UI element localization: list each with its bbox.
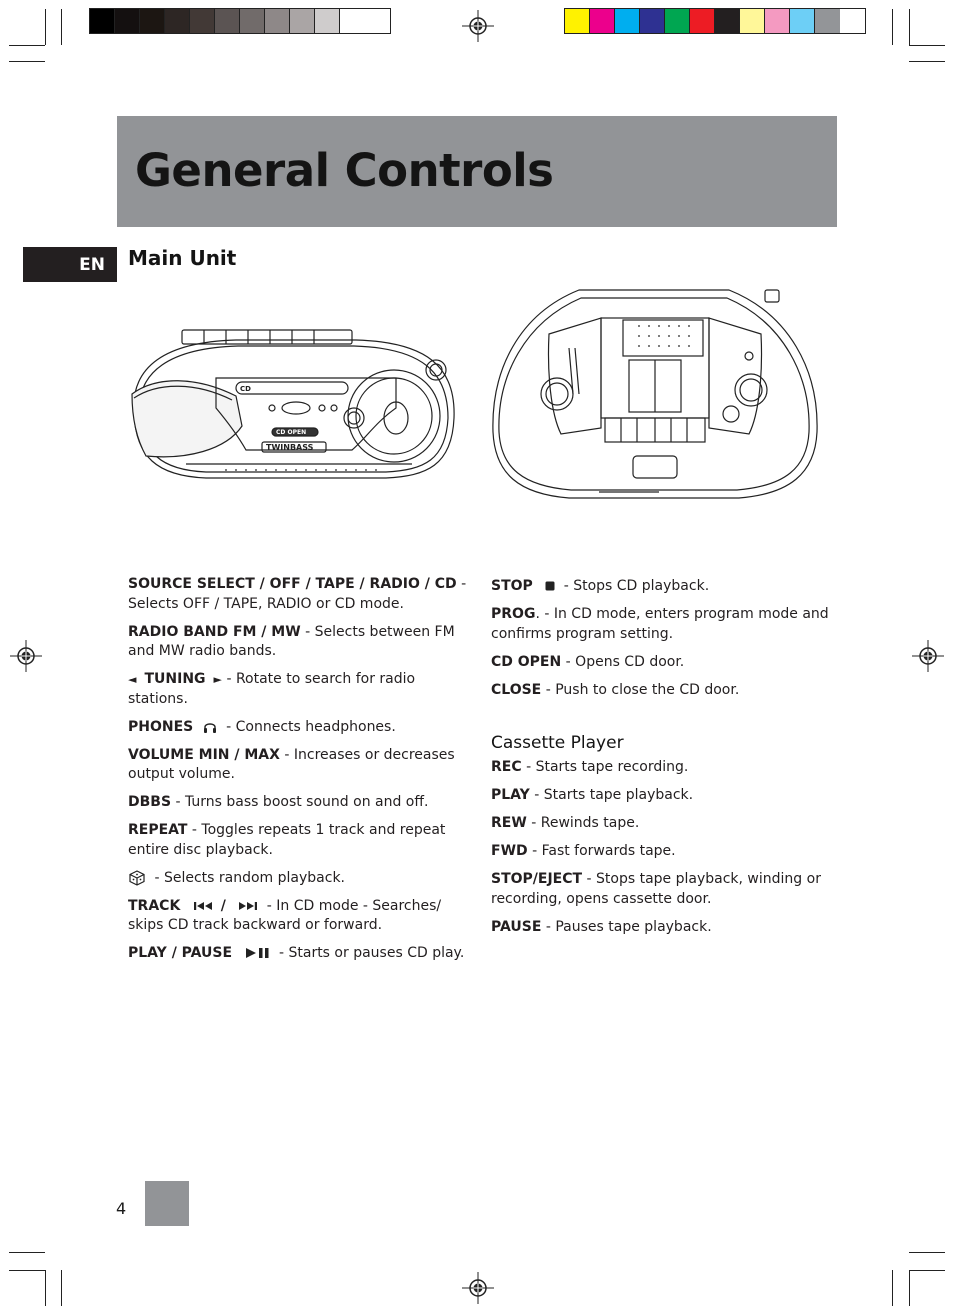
list-item: PROG. - In CD mode, enters program mode and confirms program setting. <box>491 606 829 642</box>
registration-mark-icon <box>462 10 494 42</box>
list-item: - Selects random playback. <box>128 869 468 889</box>
list-item: REW - Rewinds tape. <box>491 815 640 831</box>
registration-mark-icon <box>10 640 42 672</box>
color-swatch <box>615 9 640 33</box>
cd-label: CD <box>240 385 251 393</box>
main-unit-heading: Main Unit <box>128 246 237 270</box>
color-swatch <box>90 9 115 33</box>
list-item: PAUSE - Pauses tape playback. <box>491 918 712 935</box>
list-item: REC - Starts tape recording. <box>491 759 689 775</box>
cd-open-label: CD OPEN <box>276 429 307 436</box>
color-swatch <box>115 9 140 33</box>
title-bar <box>117 116 837 227</box>
boombox-top-illustration <box>489 284 821 506</box>
registration-mark-icon <box>912 640 944 672</box>
list-item: STOP/EJECT - Stops tape playback, winding or recording, opens cassette door. <box>491 871 821 907</box>
registration-mark-icon <box>462 1272 494 1304</box>
main-unit-controls-right <box>491 577 831 709</box>
twinbass-label: TWINBASS <box>266 443 314 452</box>
list-item: REPEAT - Toggles repeats 1 track and repeat entire disc playback. <box>128 822 446 858</box>
list-item: VOLUME MIN / MAX - Increases or decreases output volume. <box>128 746 455 782</box>
color-swatch <box>340 9 365 33</box>
color-swatch <box>240 9 265 33</box>
color-swatch <box>265 9 290 33</box>
list-item: PLAY - Starts tape playback. <box>491 787 694 803</box>
list-item: CLOSE - Push to close the CD door. <box>491 681 740 698</box>
list-item: CD OPEN - Opens CD door. <box>491 653 685 670</box>
boombox-front-illustration <box>126 326 460 484</box>
list-item: DBBS - Turns bass boost sound on and off. <box>128 794 429 810</box>
color-swatch <box>665 9 690 33</box>
list-item: STOP - Stops CD playback. <box>491 578 710 594</box>
color-swatch <box>290 9 315 33</box>
cassette-controls <box>491 758 831 946</box>
color-swatch <box>740 9 765 33</box>
color-swatch <box>790 9 815 33</box>
list-item: RADIO BAND FM / MW - Selects between FM and MW radio bands. <box>128 623 455 659</box>
cmyk-color-bar <box>564 8 866 34</box>
list-item: TRACK / - In CD mode - Searches/ skips CD track backward or forward. <box>128 897 442 933</box>
list-item: ◄ TUNING ► - Rotate to search for radio stations. <box>128 671 416 707</box>
list-item: PLAY / PAUSE - Starts or pauses CD play. <box>128 945 465 961</box>
color-swatch <box>165 9 190 33</box>
color-swatch <box>215 9 240 33</box>
skip-back-icon <box>193 901 213 911</box>
page-title: General Controls <box>135 144 554 197</box>
play-pause-icon <box>245 947 271 959</box>
list-item: PHONES - Connects headphones. <box>128 718 396 735</box>
color-swatch <box>565 9 590 33</box>
color-swatch <box>640 9 665 33</box>
color-swatch <box>715 9 740 33</box>
grayscale-color-bar <box>89 8 391 34</box>
color-swatch <box>690 9 715 33</box>
random-cube-icon <box>128 869 146 887</box>
main-unit-controls-left <box>128 575 468 972</box>
color-swatch <box>315 9 340 33</box>
page-number: 4 <box>116 1199 127 1218</box>
skip-forward-icon <box>238 901 258 911</box>
stop-icon <box>545 581 555 591</box>
list-item: SOURCE SELECT / OFF / TAPE / RADIO / CD - Selects OFF / TAPE, RADIO or CD mode. <box>128 576 467 612</box>
color-swatch <box>590 9 615 33</box>
color-swatch <box>140 9 165 33</box>
cassette-player-heading: Cassette Player <box>491 733 624 753</box>
language-tab: EN <box>23 247 117 282</box>
page-number-tab <box>145 1181 189 1226</box>
headphones-icon <box>202 720 218 734</box>
color-swatch <box>190 9 215 33</box>
color-swatch <box>815 9 840 33</box>
list-item: FWD - Fast forwards tape. <box>491 843 676 859</box>
color-swatch <box>765 9 790 33</box>
